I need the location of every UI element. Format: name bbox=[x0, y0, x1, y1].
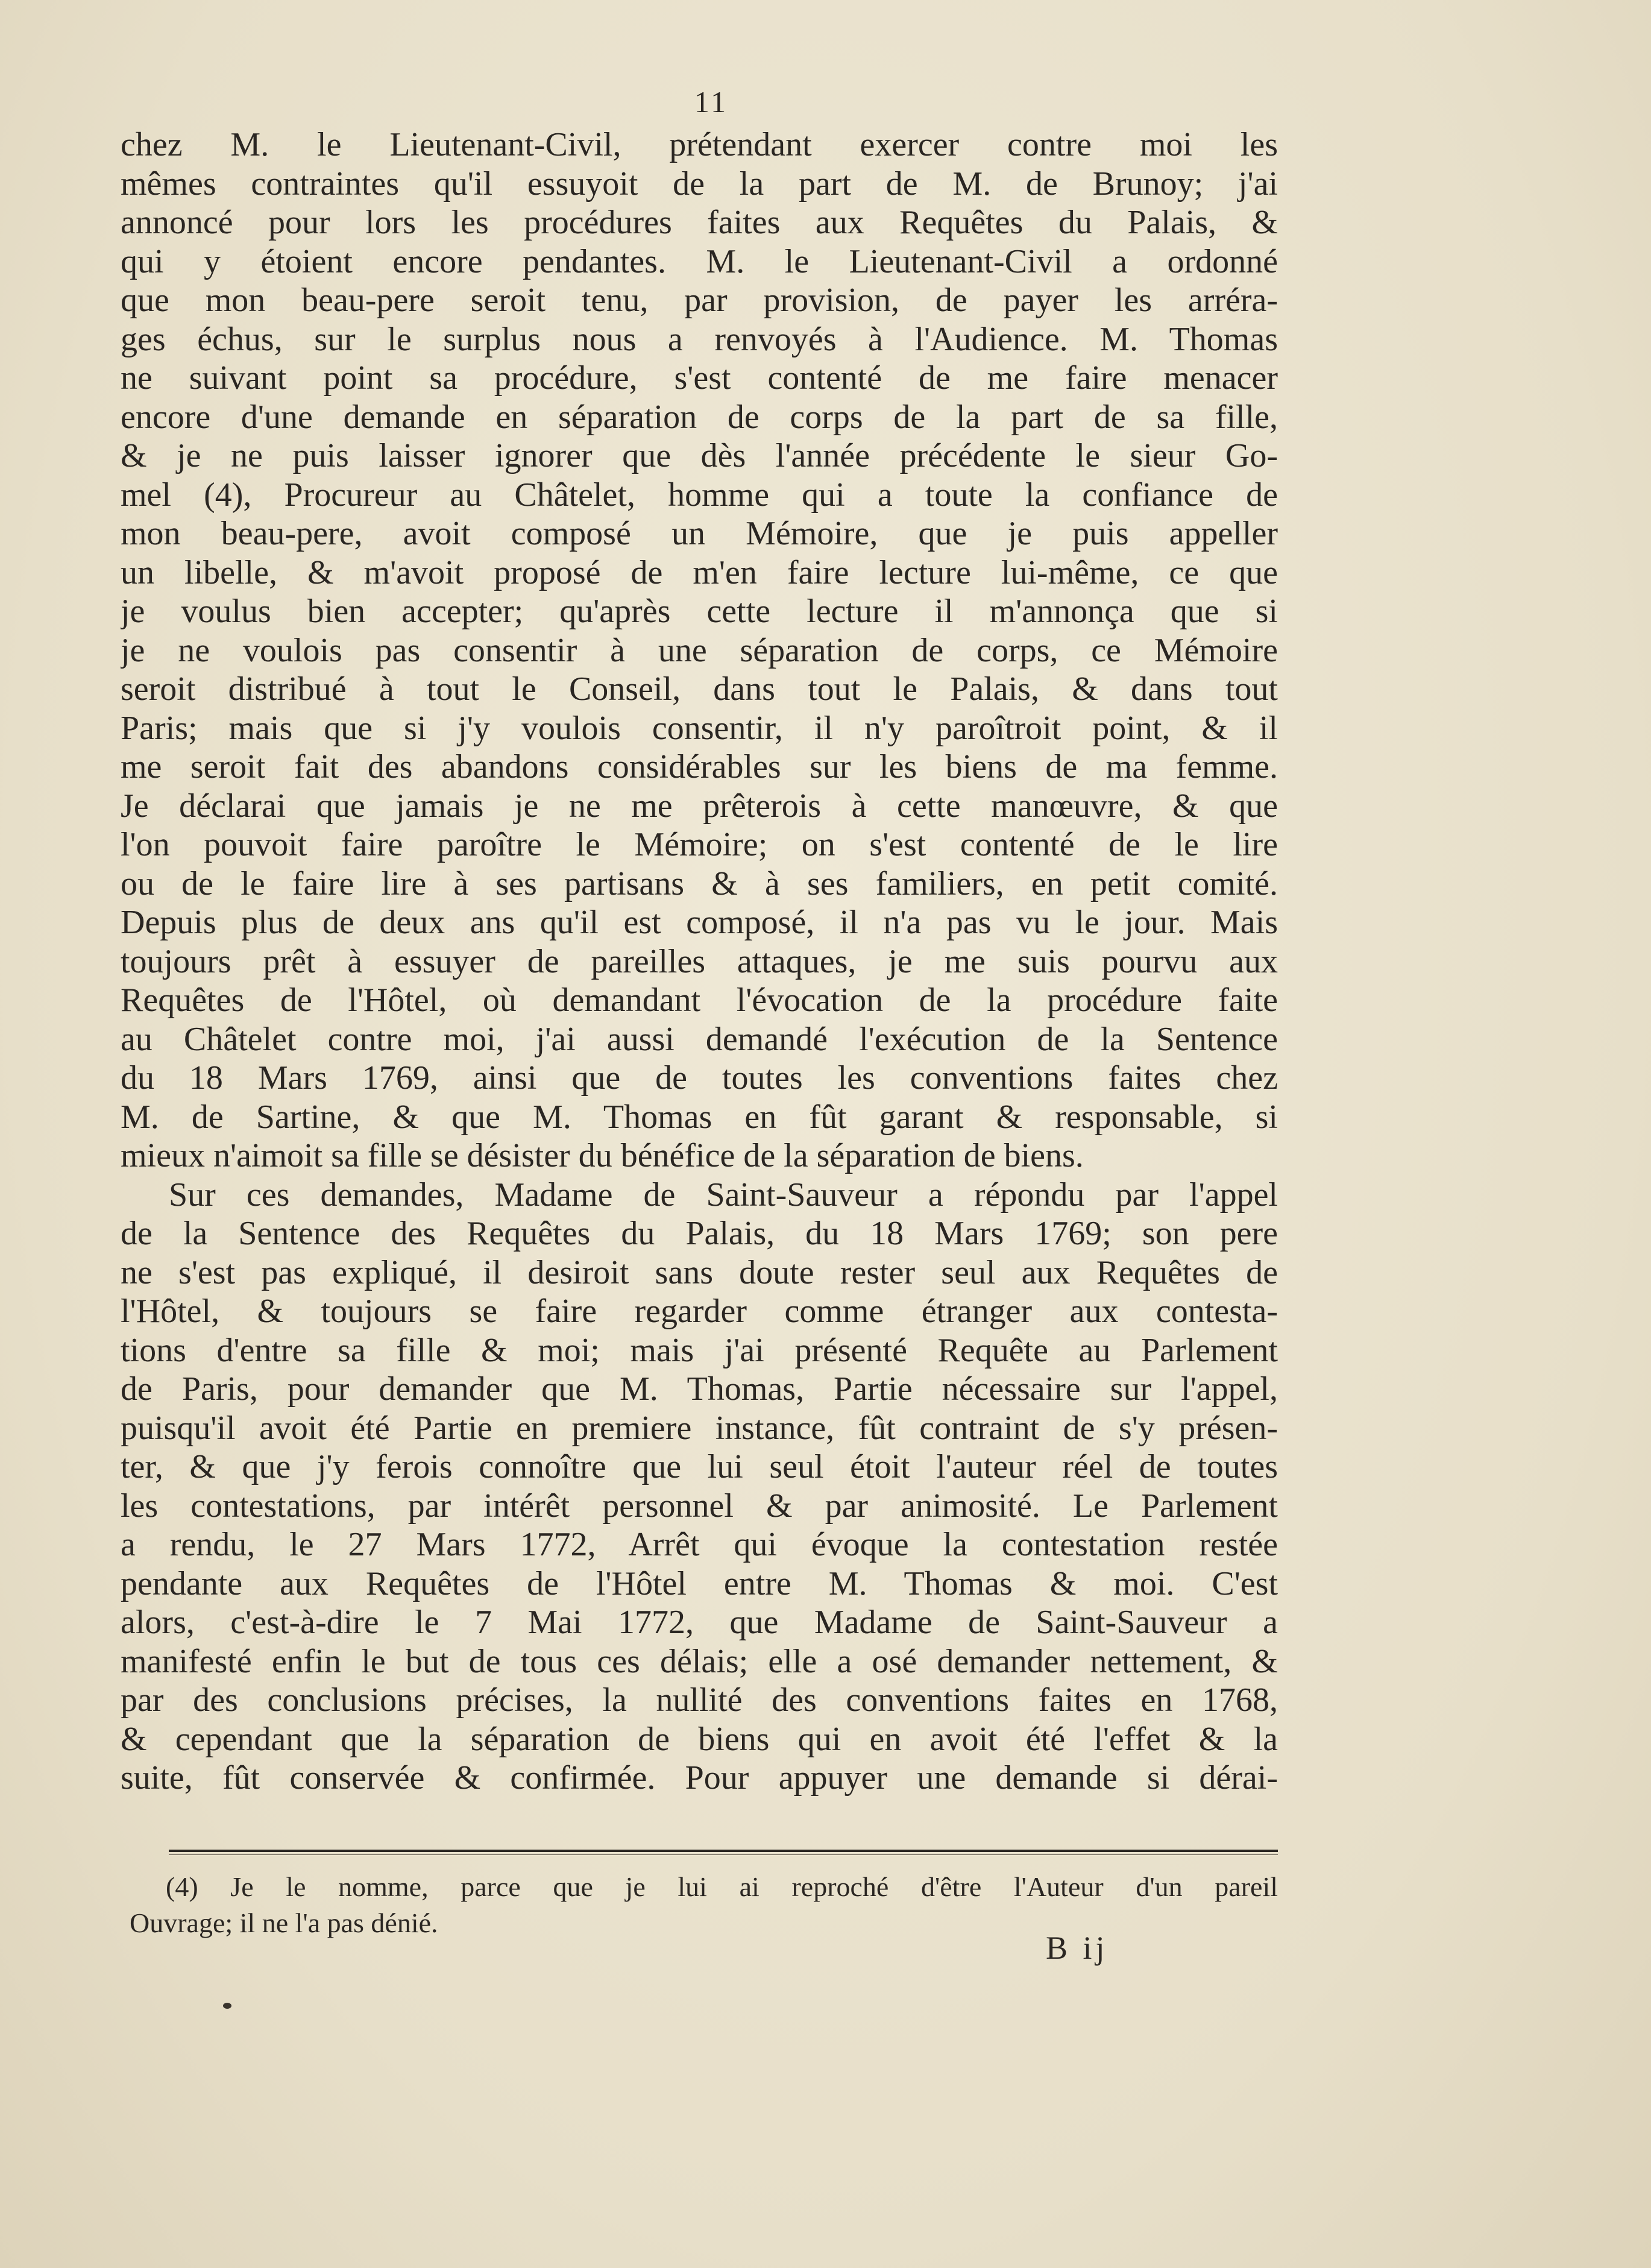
text-line: Depuis plus de deux ans qu'il est composé, il n'a pas vu le jour. Mais bbox=[121, 904, 1278, 941]
text-line: du 18 Mars 1769, ainsi que de toutes les conventions faites chez bbox=[121, 1059, 1278, 1097]
text-line: toujours prêt à essuyer de pareilles attaques, je me suis pourvu aux bbox=[121, 942, 1278, 980]
text-line: & cependant que la séparation de biens qui en avoit été l'effet & la bbox=[121, 1720, 1278, 1758]
text-line: Je déclarai que jamais je ne me prêterois à cette manœuvre, & que bbox=[121, 787, 1278, 825]
text-line: mel (4), Procureur au Châtelet, homme qui a toute la confiance de bbox=[121, 476, 1278, 514]
text-line: me seroit fait des abandons considérables sur les biens de ma femme. bbox=[121, 748, 1278, 786]
text-line: de la Sentence des Requêtes du Palais, du 18 Mars 1769; son pere bbox=[121, 1215, 1278, 1252]
text-line: Paris; mais que si j'y voulois consentir, il n'y paroîtroit point, & il bbox=[121, 709, 1278, 747]
footnote-line: Ouvrage; il ne l'a pas dénié. bbox=[130, 1907, 438, 1938]
text-line: seroit distribué à tout le Conseil, dans tout le Palais, & dans tout bbox=[121, 670, 1278, 708]
footnote-rule bbox=[169, 1850, 1278, 1852]
text-line: encore d'une demande en séparation de corps de la part de sa fille, bbox=[121, 398, 1278, 436]
text-line: & je ne puis laisser ignorer que dès l'année précédente le sieur Go- bbox=[121, 437, 1278, 474]
text-line: annoncé pour lors les procédures faites aux Requêtes du Palais, & bbox=[121, 204, 1278, 241]
text-line: je voulus bien accepter; qu'après cette lecture il m'annonça que si bbox=[121, 593, 1278, 630]
text-line: l'Hôtel, & toujours se faire regarder comme étranger aux contesta- bbox=[121, 1293, 1278, 1330]
text-line: mieux n'aimoit sa fille se désister du bénéfice de la séparation de biens. bbox=[121, 1137, 1084, 1174]
text-line: ne suivant point sa procédure, s'est contenté de me faire menacer bbox=[121, 359, 1278, 397]
text-line: mon beau-pere, avoit composé un Mémoire, que je puis appeller bbox=[121, 515, 1278, 552]
signature-mark: B ij bbox=[1046, 1930, 1109, 1966]
text-line: pendante aux Requêtes de l'Hôtel entre M. Thomas & moi. C'est bbox=[121, 1564, 1278, 1602]
text-line: de Paris, pour demander que M. Thomas, Partie nécessaire sur l'appel, bbox=[121, 1370, 1278, 1408]
text-line: mêmes contraintes qu'il essuyoit de la part de M. de Brunoy; j'ai bbox=[121, 165, 1278, 203]
text-line: a rendu, le 27 Mars 1772, Arrêt qui évoque la contestation restée bbox=[121, 1526, 1278, 1563]
ink-speck bbox=[223, 2003, 231, 2009]
text-line: je ne voulois pas consentir à une séparation de corps, ce Mémoire bbox=[121, 631, 1278, 669]
page-number: 11 bbox=[694, 85, 729, 119]
text-line: ter, & que j'y ferois connoître que lui seul étoit l'auteur réel de toutes bbox=[121, 1448, 1278, 1485]
text-line: qui y étoient encore pendantes. M. le Lieutenant-Civil a ordonné bbox=[121, 242, 1278, 280]
text-line: manifesté enfin le but de tous ces délais; elle a osé demander nettement, & bbox=[121, 1642, 1278, 1680]
text-line: Requêtes de l'Hôtel, où demandant l'évocation de la procédure faite bbox=[121, 981, 1278, 1019]
text-line: que mon beau-pere seroit tenu, par provision, de payer les arréra- bbox=[121, 282, 1278, 319]
text-line: ges échus, sur le surplus nous a renvoyés à l'Audience. M. Thomas bbox=[121, 320, 1278, 358]
text-line: M. de Sartine, & que M. Thomas en fût garant & responsable, si bbox=[121, 1098, 1278, 1136]
text-line: au Châtelet contre moi, j'ai aussi demandé l'exécution de la Sentence bbox=[121, 1020, 1278, 1058]
text-line: suite, fût conservée & confirmée. Pour appuyer une demande si dérai- bbox=[121, 1759, 1278, 1797]
text-line: Sur ces demandes, Madame de Saint-Sauveur a répondu par l'appel bbox=[169, 1176, 1278, 1214]
text-line: les contestations, par intérêt personnel & par animosité. Le Parlement bbox=[121, 1487, 1278, 1525]
text-line: chez M. le Lieutenant-Civil, prétendant exercer contre moi les bbox=[121, 126, 1278, 163]
text-line: ne s'est pas expliqué, il desiroit sans doute rester seul aux Requêtes de bbox=[121, 1253, 1278, 1291]
footnote-rule-thin bbox=[169, 1854, 1278, 1855]
text-line: par des conclusions précises, la nullité des conventions faites en 1768, bbox=[121, 1681, 1278, 1719]
text-line: tions d'entre sa fille & moi; mais j'ai présenté Requête au Parlement bbox=[121, 1331, 1278, 1369]
text-line: puisqu'il avoit été Partie en premiere instance, fût contraint de s'y présen- bbox=[121, 1409, 1278, 1447]
footnote-line: (4) Je le nomme, parce que je lui ai reproché d'être l'Auteur d'un pareil bbox=[166, 1871, 1278, 1902]
text-line: l'on pouvoit faire paroître le Mémoire; on s'est contenté de le lire bbox=[121, 826, 1278, 863]
text-line: un libelle, & m'avoit proposé de m'en faire lecture lui-même, ce que bbox=[121, 553, 1278, 591]
text-line: ou de le faire lire à ses partisans & à ses familiers, en petit comité. bbox=[121, 865, 1278, 902]
body-text bbox=[121, 125, 1278, 1798]
text-line: alors, c'est-à-dire le 7 Mai 1772, que Madame de Saint-Sauveur a bbox=[121, 1604, 1278, 1641]
